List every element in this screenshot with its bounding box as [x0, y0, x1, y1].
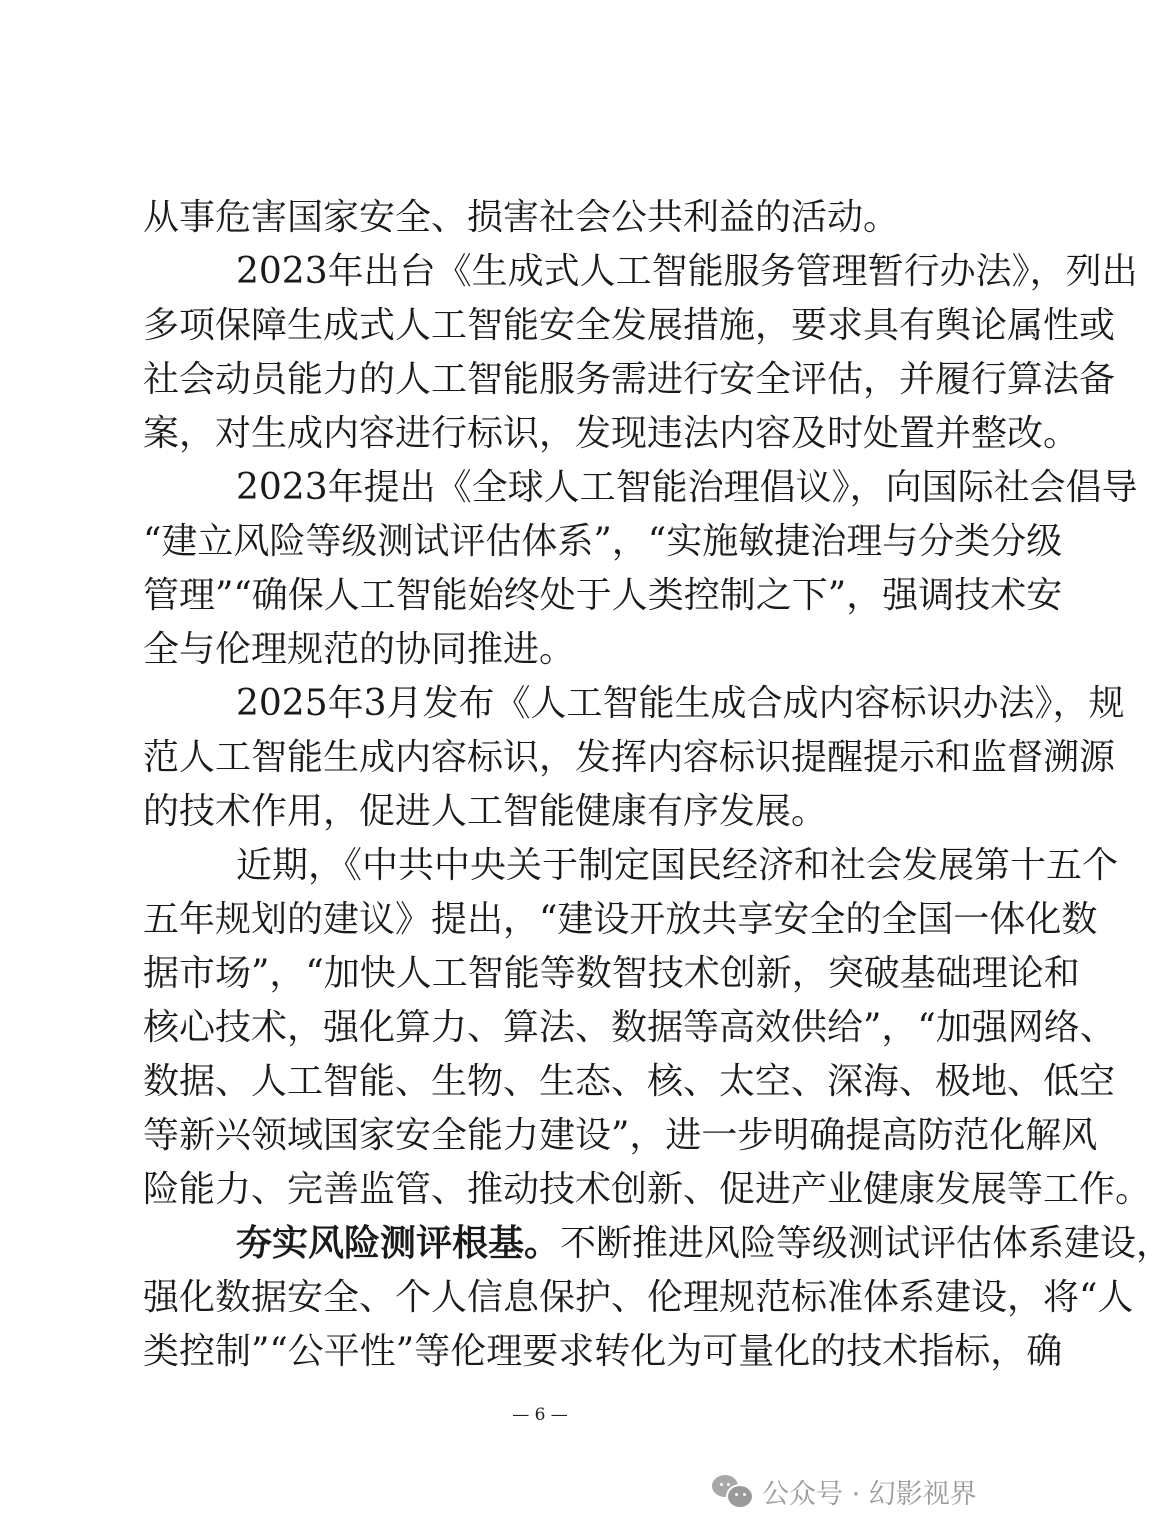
text-line: 2023年提出《全球人工智能治理倡议》，向国际社会倡导 — [236, 467, 1138, 508]
text-line: “建立风险等级测试评估体系”，“实施敏捷治理与分类分级 — [143, 521, 1063, 562]
text-line: 险能力、完善监管、推动技术创新、促进产业健康发展等工作。 — [143, 1169, 1152, 1210]
text-line: 从事危害国家安全、损害社会公共利益的活动。 — [143, 197, 900, 238]
watermark-text: 公众号 · 幻影视界 — [762, 1478, 977, 1510]
text-line: 等新兴领域国家安全能力建设”，进一步明确提高防范化解风 — [143, 1115, 1098, 1156]
wechat-icon — [712, 1475, 754, 1507]
page-number: — 6 — — [512, 1405, 568, 1425]
text-line: 的技术作用，促进人工智能健康有序发展。 — [143, 791, 828, 832]
text-line: 案，对生成内容进行标识，发现违法内容及时处置并整改。 — [143, 413, 1080, 454]
text-line: 数据、人工智能、生物、生态、核、太空、深海、极地、低空 — [143, 1061, 1116, 1102]
text-line: 全与伦理规范的协同推进。 — [143, 629, 576, 670]
text-line: 强化数据安全、个人信息保护、伦理规范标准体系建设，将“人 — [143, 1277, 1134, 1318]
text-line: 社会动员能力的人工智能服务需进行安全评估，并履行算法备 — [143, 359, 1116, 400]
text-line: 管理”“确保人工智能始终处于人类控制之下”，强调技术安 — [143, 575, 1063, 616]
text-line: 据市场”，“加快人工智能等数智技术创新，突破基础理论和 — [143, 953, 1080, 994]
text-line: 核心技术，强化算力、算法、数据等高效供给”，“加强网络、 — [143, 1007, 1116, 1048]
document-body — [143, 191, 1172, 1379]
text-line: 五年规划的建议》提出，“建设开放共享安全的全国一体化数 — [143, 899, 1098, 940]
text-line: 2023年出台《生成式人工智能服务管理暂行办法》，列出 — [236, 251, 1138, 292]
text-line: 近期，《中共中央关于制定国民经济和社会发展第十五个 — [236, 845, 1119, 886]
text-line: 类控制”“公平性”等伦理要求转化为可量化的技术指标，确 — [143, 1331, 1063, 1372]
text-line: 多项保障生成式人工智能安全发展措施，要求具有舆论属性或 — [143, 305, 1116, 346]
text-line — [143, 1217, 1172, 1271]
section-heading: 夯实风险测评根基。 — [236, 1223, 561, 1264]
heading-continuation: 不断推进风险等级测试评估体系建设， — [560, 1223, 1172, 1264]
text-line: 2025年3月发布《人工智能生成合成内容标识办法》，规 — [236, 683, 1125, 724]
watermark — [712, 1471, 977, 1511]
text-line: 范人工智能生成内容标识，发挥内容标识提醒提示和监督溯源 — [143, 737, 1116, 778]
